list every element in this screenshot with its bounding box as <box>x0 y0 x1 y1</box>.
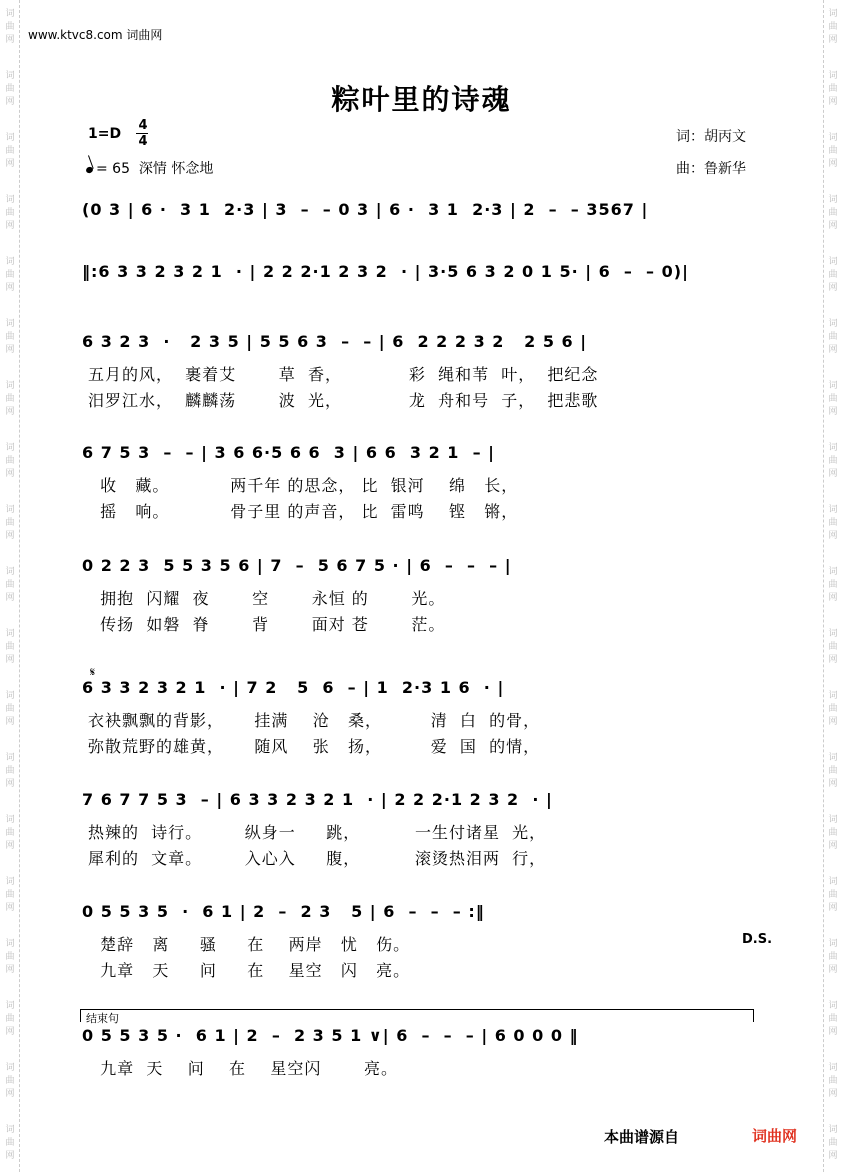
watermark-left: 词 曲 网 <box>5 629 15 665</box>
watermark-left: 词 曲 网 <box>5 877 15 913</box>
lyric-line: 九章 天 问 在 星空闪 亮。 <box>88 1059 398 1078</box>
watermark-left: 词 曲 网 <box>5 753 15 789</box>
notation-line: 6 3 3 2 3 2 1 · | 7 2 5 6 – | 1 2·3 1 6 · | <box>82 678 505 697</box>
watermark-left: 词 曲 网 <box>5 1001 15 1037</box>
watermark-right: 词 曲 网 <box>828 1001 838 1037</box>
lyric-line: 犀利的 文章。 入心入 腹， 滚烫热泪两 行， <box>88 849 547 868</box>
watermark-left: 词 曲 网 <box>5 505 15 541</box>
watermark-left: 词 曲 网 <box>5 381 15 417</box>
segno-icon: 𝄋 <box>90 665 96 679</box>
lyric-line: 汨罗江水， 麟麟荡 波 光， 龙 舟和号 子， 把悲歌 <box>88 391 599 410</box>
watermark-left: 词 曲 网 <box>5 195 15 231</box>
watermark-right: 词 曲 网 <box>828 71 838 107</box>
right-watermark-strip <box>823 0 843 1172</box>
watermark-right: 词 曲 网 <box>828 319 838 355</box>
watermark-right: 词 曲 网 <box>828 505 838 541</box>
watermark-right: 词 曲 网 <box>828 443 838 479</box>
lyric-line: 热辣的 诗行。 纵身一 跳， 一生付诸星 光， <box>88 823 547 842</box>
watermark-left: 词 曲 网 <box>5 9 15 45</box>
watermark-left: 词 曲 网 <box>5 319 15 355</box>
watermark-left: 词 曲 网 <box>5 691 15 727</box>
lyric-line: 拥抱 闪耀 夜 空 永恒 的 光。 <box>88 589 446 608</box>
meter-bottom: 4 <box>138 134 148 149</box>
tempo-marking <box>86 158 213 178</box>
song-title: 粽叶里的诗魂 <box>331 83 512 116</box>
site-header[interactable]: www.ktvc8.com 词曲网 <box>28 28 163 42</box>
lyric-line: 收 藏。 两千年 的思念， 比 银河 绵 长， <box>88 476 519 495</box>
lyric-line: 弥散荒野的雄黄， 随风 张 扬， 爱 国 的情， <box>88 737 541 756</box>
watermark-left: 词 曲 网 <box>5 1125 15 1161</box>
watermark-left: 词 曲 网 <box>5 257 15 293</box>
key-signature: 1=D <box>88 126 122 142</box>
watermark-left: 词 曲 网 <box>5 443 15 479</box>
right-dashed-edge <box>823 0 825 1172</box>
notation-line: 6 7 5 3 – – | 3 6 6·5 6 6 3 | 6 6 3 2 1 – | <box>82 443 495 462</box>
watermark-right: 词 曲 网 <box>828 567 838 603</box>
watermark-left: 词 曲 网 <box>5 567 15 603</box>
left-dashed-edge <box>18 0 20 1172</box>
tempo-bpm: = 65 <box>96 161 130 177</box>
watermark-right: 词 曲 网 <box>828 381 838 417</box>
watermark-left: 词 曲 网 <box>5 133 15 169</box>
lyricist-credit: 词：胡丙文 <box>676 129 746 145</box>
watermark-right: 词 曲 网 <box>828 1125 838 1161</box>
watermark-right: 词 曲 网 <box>828 877 838 913</box>
notation-line: 0 5 5 3 5 · 6 1 | 2 – 2 3 5 | 6 – – – :‖ <box>82 902 485 921</box>
tempo-expression: 深情 怀念地 <box>138 161 214 177</box>
watermark-right: 词 曲 网 <box>828 629 838 665</box>
ending-bracket <box>80 1009 754 1022</box>
watermark-left: 词 曲 网 <box>5 71 15 107</box>
watermark-right: 词 曲 网 <box>828 9 838 45</box>
watermark-left: 词 曲 网 <box>5 1063 15 1099</box>
watermark-right: 词 曲 网 <box>828 1063 838 1099</box>
watermark-right: 词 曲 网 <box>828 257 838 293</box>
composer-credit: 曲：鲁新华 <box>676 161 746 177</box>
ds-marking: D.S. <box>742 932 773 947</box>
footer-source: 本曲谱源自 <box>604 1128 680 1146</box>
lyric-line: 楚辞 离 骚 在 两岸 忧 伤。 <box>88 935 411 954</box>
lyric-line: 九章 天 问 在 星空 闪 亮。 <box>88 961 411 980</box>
time-signature <box>136 118 150 149</box>
notation-line: (0 3 | 6 · 3 1 2·3 | 3 – – 0 3 | 6 · 3 1 2·3 | 2 – – 3567 | <box>82 200 649 219</box>
watermark-right: 词 曲 网 <box>828 133 838 169</box>
ending-label: 结束句 <box>86 1012 119 1025</box>
lyric-line: 摇 响。 骨子里 的声音， 比 雷鸣 铿 锵， <box>88 502 519 521</box>
notation-line: 7 6 7 7 5 3 – | 6 3 3 2 3 2 1 · | 2 2 2·1 2 3 2 · | <box>82 790 553 809</box>
lyric-line: 传扬 如磐 脊 背 面对 苍 茫。 <box>88 615 446 634</box>
watermark-right: 词 曲 网 <box>828 195 838 231</box>
notation-line: ‖:6 3 3 2 3 2 1 · | 2 2 2·1 2 3 2 · | 3·5 6 3 2 0 1 5· | 6 – – 0)| <box>82 262 689 281</box>
footer-logo[interactable]: 词曲网 <box>752 1127 798 1145</box>
watermark-left: 词 曲 网 <box>5 815 15 851</box>
lyric-line: 五月的风， 裹着艾 草 香， 彩 绳和苇 叶， 把纪念 <box>88 365 599 384</box>
left-watermark-strip <box>0 0 20 1172</box>
meter-top: 4 <box>138 118 148 133</box>
watermark-right: 词 曲 网 <box>828 815 838 851</box>
watermark-right: 词 曲 网 <box>828 939 838 975</box>
watermark-right: 词 曲 网 <box>828 753 838 789</box>
watermark-left: 词 曲 网 <box>5 939 15 975</box>
lyric-line: 衣袂飘飘的背影， 挂满 沧 桑， 清 白 的骨， <box>88 711 541 730</box>
watermark-right: 词 曲 网 <box>828 691 838 727</box>
notation-line: 0 5 5 3 5 · 6 1 | 2 – 2 3 5 1 ∨| 6 – – – | 6 0 0 0 ‖ <box>82 1026 579 1045</box>
quarter-note-icon <box>85 166 94 174</box>
notation-line: 6 3 2 3 · 2 3 5 | 5 5 6 3 – – | 6 2 2 2 3 2 2 5 6 | <box>82 332 588 351</box>
notation-line: 0 2 2 3 5 5 3 5 6 | 7 – 5 6 7 5 · | 6 – – – | <box>82 556 512 575</box>
